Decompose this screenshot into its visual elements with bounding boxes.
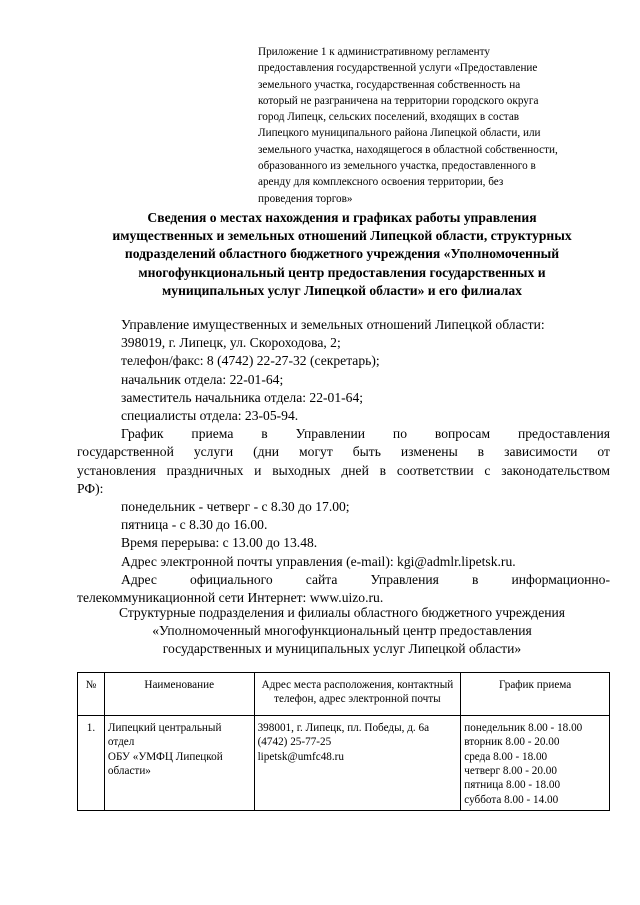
header-number: № <box>78 673 105 716</box>
website-line: Адрес официального сайта Управления в информационно- <box>121 571 610 587</box>
appendix-line: город Липецк, сельских поселений, входящих в состав <box>258 111 520 124</box>
appendix-line: Липецкого муниципального района Липецкой области, или <box>258 127 541 140</box>
schedule-line: четверг 8.00 - 20.00 <box>464 765 557 778</box>
schedule-line: вторник 8.00 - 20.00 <box>464 736 560 749</box>
department-name: Управление имущественных и земельных отношений Липецкой области: <box>121 317 545 332</box>
department-info <box>77 316 610 607</box>
title-line: подразделений областного бюджетного учреждения «Уполномоченный <box>124 246 560 262</box>
section-subtitle <box>72 604 612 659</box>
schedule-mon-thu: понедельник - четверг - с 8.30 до 17.00; <box>121 499 350 515</box>
contact-email: lipetsk@umfc48.ru <box>257 750 345 763</box>
header-contact: Адрес места расположения, контактный телефон, адрес электронной почты <box>254 673 461 716</box>
subtitle-line: «Уполномоченный многофункциональный центр предоставления <box>152 623 532 639</box>
department-phone: телефон/факс: 8 (4742) 22-27-32 (секретарь); <box>121 353 380 369</box>
department-head-phone: начальник отдела: 22-01-64; <box>121 371 284 387</box>
contact-address: 398001, г. Липецк, пл. Победы, д. 6а <box>257 721 430 734</box>
row-name <box>104 715 254 810</box>
header-schedule: График приема <box>461 673 610 716</box>
table-header-row <box>78 673 610 716</box>
row-number: 1. <box>78 715 105 810</box>
schedule-note-line: График приема в Управлении по вопросам предоставления <box>121 426 610 442</box>
department-email: Адрес электронной почты управления (e-mail): kgi@admlr.lipetsk.ru. <box>121 553 516 569</box>
website-line: телекоммуникационной сети Интернет: www.uizo.ru. <box>77 590 384 606</box>
title-line: Сведения о местах нахождения и графиках работы управления <box>147 210 537 225</box>
title-line: имущественных и земельных отношений Липецкой области, структурных <box>112 228 572 244</box>
table-row <box>78 715 610 810</box>
schedule-note-line: государственной услуги (дни могут быть изменены в зависимости от <box>77 444 610 460</box>
department-deputy-phone: заместитель начальника отдела: 22-01-64; <box>121 389 364 405</box>
subtitle-line: Структурные подразделения и филиалы областного бюджетного учреждения <box>118 605 566 620</box>
schedule-line: суббота 8.00 - 14.00 <box>464 793 559 806</box>
row-schedule <box>461 715 610 810</box>
appendix-line: образованного из земельного участка, предоставленного в <box>258 160 536 173</box>
name-line: области» <box>107 765 151 778</box>
appendix-line: проведения торгов» <box>258 192 353 205</box>
break-time: Время перерыва: с 13.00 до 13.48. <box>121 535 318 551</box>
name-line: отдел <box>107 736 135 749</box>
subtitle-line: государственных и муниципальных услуг Липецкой области» <box>162 641 522 657</box>
name-line: Липецкий центральный <box>107 721 222 734</box>
appendix-line: аренду для комплексного освоения территории, без <box>258 176 504 189</box>
appendix-line: земельного участка, находящегося в областной собственности, <box>258 143 558 156</box>
title-line: муниципальных услуг Липецкой области» и его филиалах <box>162 282 522 298</box>
branches-table <box>77 672 610 811</box>
appendix-note <box>258 44 610 207</box>
schedule-line: пятница 8.00 - 18.00 <box>464 779 561 792</box>
appendix-line: Приложение 1 к административному регламенту <box>258 46 490 58</box>
schedule-line: понедельник 8.00 - 18.00 <box>464 721 583 734</box>
document-title <box>72 209 612 300</box>
appendix-line: предоставления государственной услуги «Предоставление <box>258 62 538 75</box>
schedule-note-line: РФ): <box>77 480 104 496</box>
row-contact <box>254 715 461 810</box>
appendix-line: который не разграничена на территории городского округа <box>258 94 539 107</box>
schedule-friday: пятница - с 8.30 до 16.00. <box>121 517 268 533</box>
title-line: многофункциональный центр предоставления государственных и <box>138 264 546 280</box>
header-name: Наименование <box>104 673 254 716</box>
department-specialists-phone: специалисты отдела: 23-05-94. <box>121 408 299 424</box>
department-address: 398019, г. Липецк, ул. Скороходова, 2; <box>121 335 341 351</box>
schedule-note-line: установления праздничных и выходных дней в соответствии с законодательством <box>77 462 610 478</box>
name-line: ОБУ «УМФЦ Липецкой <box>107 750 223 763</box>
contact-phone: (4742) 25-77-25 <box>257 736 332 749</box>
appendix-line: земельного участка, государственная собственность на <box>258 78 521 91</box>
schedule-line: среда 8.00 - 18.00 <box>464 750 548 763</box>
